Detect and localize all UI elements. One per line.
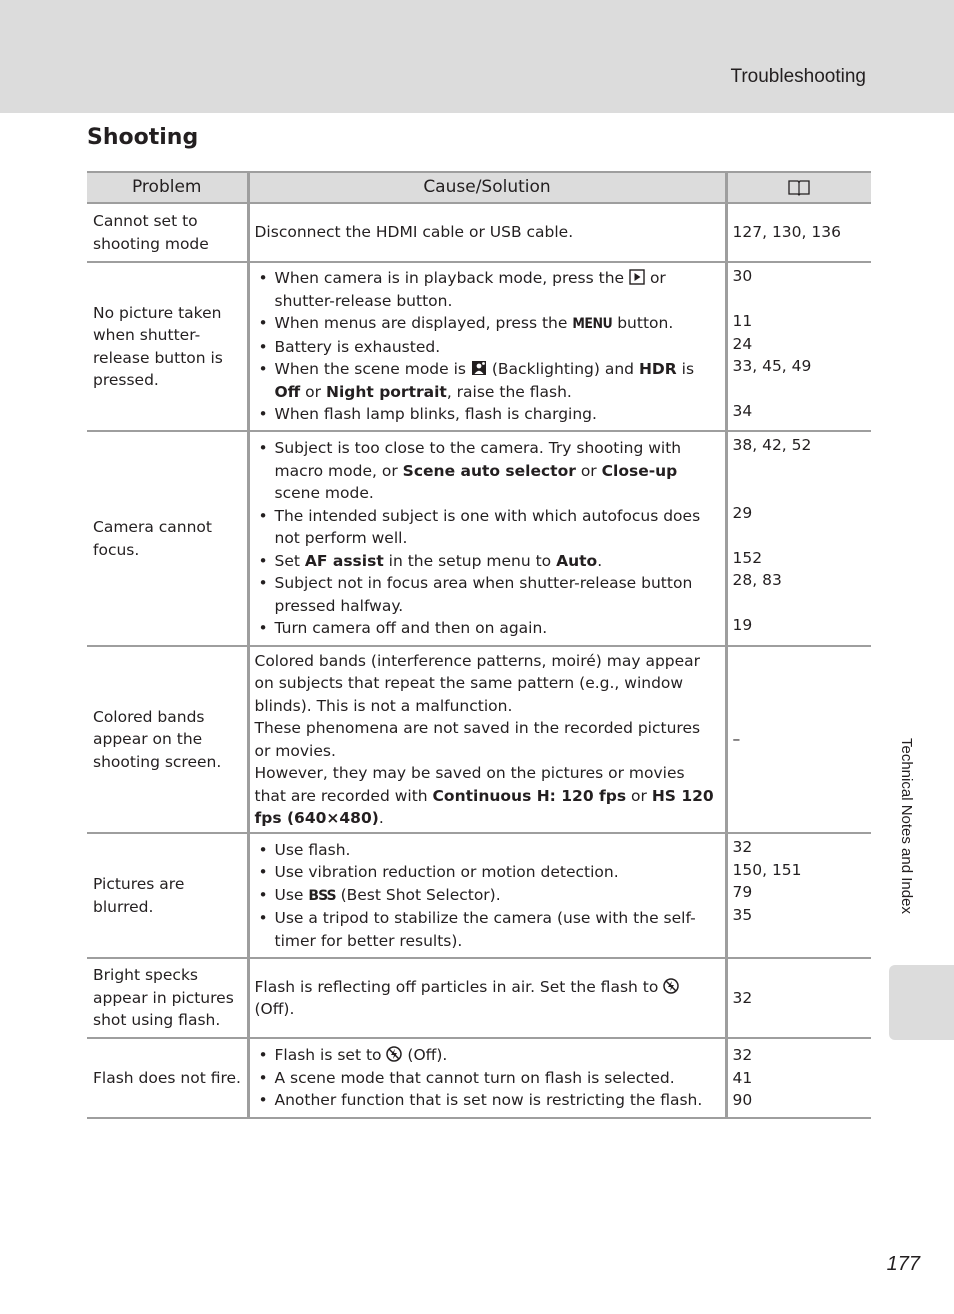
reference-cell: 127, 130, 136	[726, 203, 871, 262]
solution-cell	[248, 646, 726, 833]
table-row	[87, 431, 871, 646]
reference-cell: 38, 42, 52 29 152 28, 83 19	[726, 431, 871, 646]
list-item: • Use BSS (Best Shot Selector).	[255, 884, 721, 908]
page-number: 177	[886, 1253, 920, 1275]
list-item: • When camera is in playback mode, press the or shutter-release button.	[255, 267, 721, 312]
page-title: Shooting	[87, 125, 199, 150]
solution-paragraph: Colored bands (interference patterns, moiré) may appear on subjects that repeat the same pattern (e.g., window blinds). This is not a malfunction.	[254, 651, 701, 715]
table-row	[87, 1038, 871, 1118]
header-band	[0, 0, 954, 113]
bss-icon: BSS	[308, 887, 336, 904]
table-row	[87, 262, 871, 431]
flash-off-icon	[386, 1046, 402, 1062]
solution-cell	[248, 431, 726, 646]
flash-off-icon	[663, 978, 679, 994]
list-item: • Subject is too close to the camera. Try shooting with macro mode, or Scene auto selector or Close-up scene mode.	[255, 437, 721, 505]
table-header-row	[87, 172, 871, 203]
list-item: • Flash is set to (Off).	[255, 1044, 721, 1067]
problem-cell: Camera cannot focus.	[87, 431, 248, 646]
list-item: • Use flash.	[255, 839, 721, 862]
solution-cell: Flash is reflecting off particles in air. Set the flash to (Off).	[248, 958, 726, 1038]
list-item: • Turn camera off and then on again.	[255, 617, 721, 640]
playback-button-icon	[629, 269, 645, 285]
solution-cell	[248, 833, 726, 958]
solution-list	[255, 839, 721, 953]
solution-paragraph: These phenomena are not saved in the recorded pictures or movies.	[254, 719, 701, 760]
list-item: • The intended subject is one with which autofocus does not perform well.	[255, 505, 721, 550]
solution-list	[255, 267, 721, 426]
menu-button-icon: MENU	[572, 316, 613, 333]
list-item: • A scene mode that cannot turn on flash is selected.	[255, 1067, 721, 1090]
list-item: • Subject not in focus area when shutter-release button pressed halfway.	[255, 572, 721, 617]
list-item: • When flash lamp blinks, flash is charging.	[255, 403, 721, 426]
column-header-solution: Cause/Solution	[248, 172, 726, 203]
side-tab-label: Technical Notes and Index	[898, 738, 915, 914]
problem-cell: Pictures are blurred.	[87, 833, 248, 958]
list-item: • When menus are displayed, press the MENU button.	[255, 312, 721, 336]
list-item: • Use vibration reduction or motion detection.	[255, 861, 721, 884]
problem-cell: No picture taken when shutter-release button is pressed.	[87, 262, 248, 431]
reference-cell: 32 41 90	[726, 1038, 871, 1118]
solution-cell: Disconnect the HDMI cable or USB cable.	[248, 203, 726, 262]
solution-cell	[248, 1038, 726, 1118]
list-item: • Battery is exhausted.	[255, 336, 721, 359]
reference-cell: 32 150, 151 79 35	[726, 833, 871, 958]
reference-cell: –	[726, 646, 871, 833]
problem-cell: Bright specks appear in pictures shot using flash.	[87, 958, 248, 1038]
problem-cell: Flash does not fire.	[87, 1038, 248, 1118]
list-item: • Set AF assist in the setup menu to Auto.	[255, 550, 721, 573]
column-header-reference	[726, 172, 871, 203]
list-item: • When the scene mode is (Backlighting) and HDR is Off or Night portrait, raise the flash.	[255, 358, 721, 403]
solution-paragraph: However, they may be saved on the pictures or movies that are recorded with Continuous H: 120 fps or HS 120 fps (640×480).	[254, 764, 714, 827]
side-tab[interactable]	[889, 965, 954, 1040]
reference-cell: 32	[726, 958, 871, 1038]
solution-list	[255, 437, 721, 640]
list-item: • Use a tripod to stabilize the camera (use with the self-timer for better results).	[255, 907, 721, 952]
table-row	[87, 203, 871, 262]
section-label: Troubleshooting	[730, 66, 866, 87]
table-row	[87, 833, 871, 958]
column-header-problem: Problem	[87, 172, 248, 203]
problem-cell: Cannot set to shooting mode	[87, 203, 248, 262]
table-row	[87, 958, 871, 1038]
solution-list	[255, 1044, 721, 1112]
solution-cell	[248, 262, 726, 431]
reference-cell: 30 11 24 33, 45, 49 34	[726, 262, 871, 431]
book-icon	[787, 178, 811, 196]
table-row	[87, 646, 871, 833]
backlighting-scene-icon	[471, 360, 487, 376]
list-item: • Another function that is set now is restricting the flash.	[255, 1089, 721, 1112]
troubleshooting-table	[87, 171, 871, 1119]
problem-cell: Colored bands appear on the shooting screen.	[87, 646, 248, 833]
